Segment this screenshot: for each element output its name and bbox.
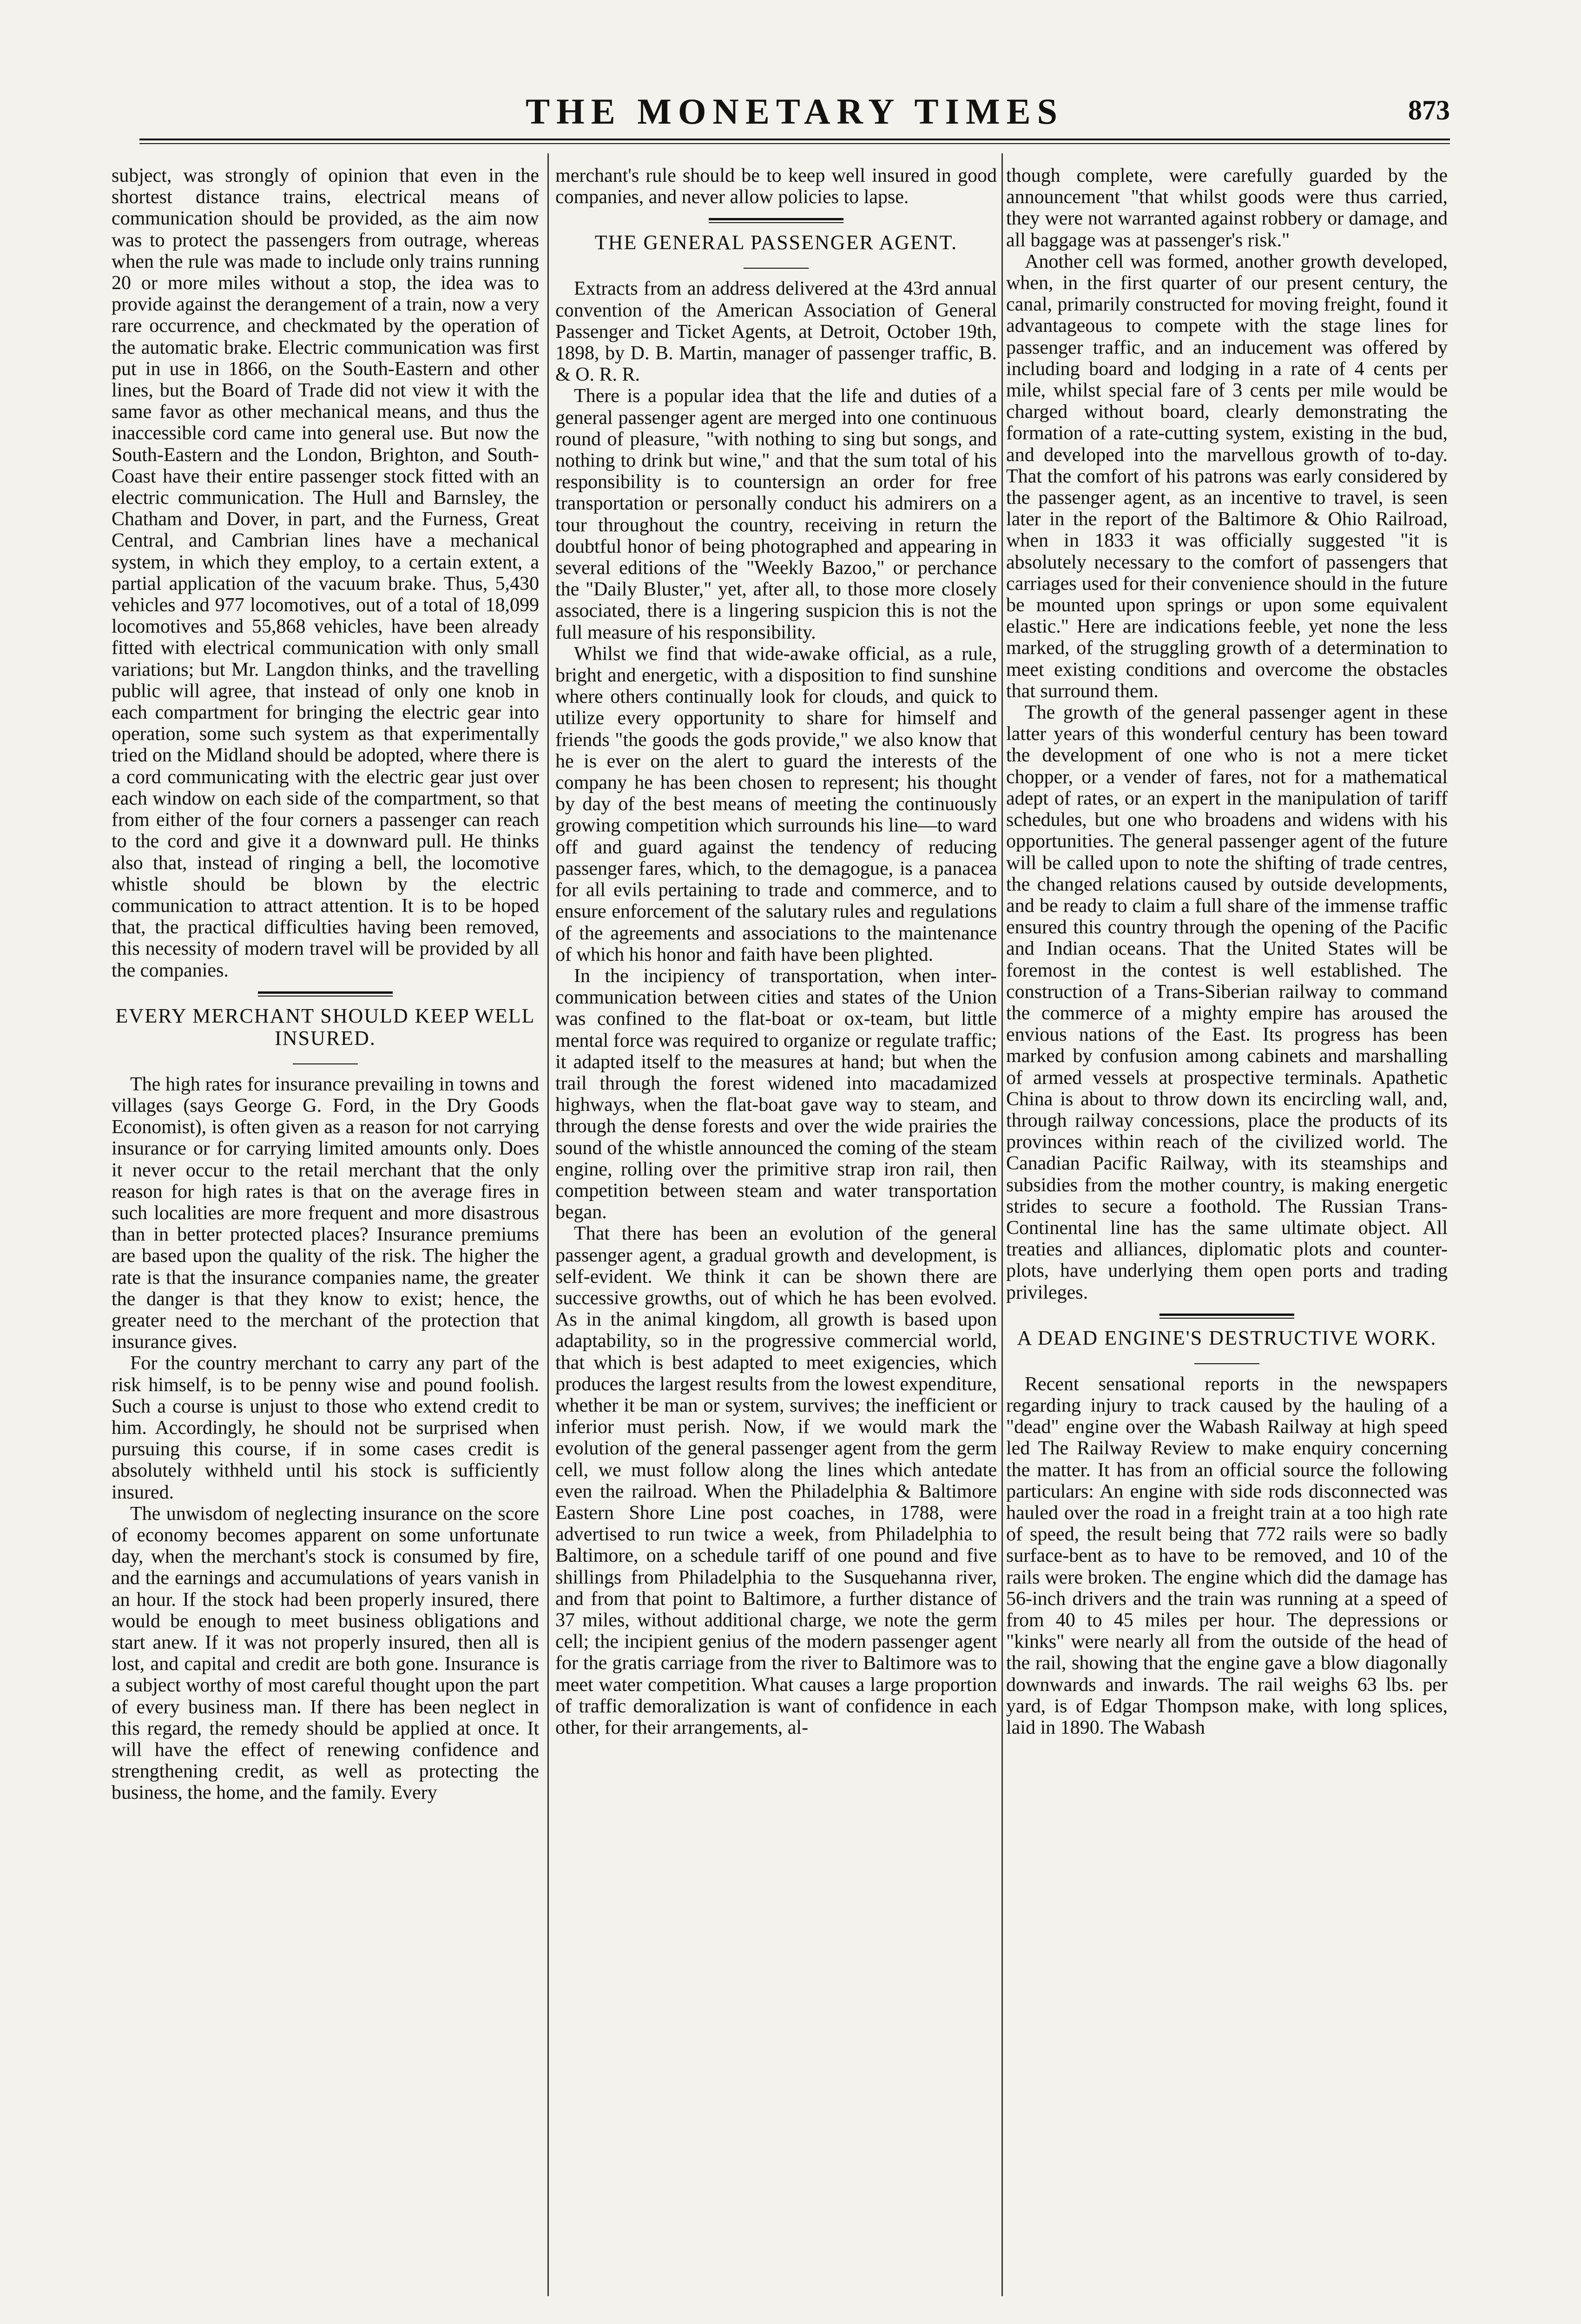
section-rule (293, 1063, 358, 1064)
header-rule (139, 139, 1450, 144)
article-heading: THE GENERAL PASSENGER AGENT. (594, 231, 958, 254)
masthead (139, 86, 1450, 142)
article-paragraph: Another cell was formed, another growth developed, when, in the first quarter of our present century, the canal, primarily constructed for moving freight, found it advantageous to compete with the stage lines for passenger traffic, and an inducement was offered by including board and lodging in a rate of 4 cents per mile, whilst special fare of 3 cents per mile would be charged without board, clearly demonstrating the formation of a rate-cutting system, existing in the bud, and developed into the marvellous growth of to-day. That the comfort of his patrons was early considered by the passenger agent, as an incentive to travel, is seen later in the report of the Baltimore & Ohio Railroad, when in 1833 it was officially suggested "it is absolutely necessary to the comfort of passengers that carriages used for their convenience should in the future be mounted upon springs or upon some equivalent elastic." Here are indications feeble, yet none the less marked, of the struggling growth of a determination to meet existing conditions and overcome the obstacles that surround them. (1006, 251, 1448, 702)
section-rule (258, 991, 393, 997)
section-rule (709, 218, 843, 223)
article-paragraph: Extracts from an address delivered at the 43rd annual convention of the American Association of General Passenger and Ticket Agents, at Detroit, October 19th, 1898, by D. B. Martin, manager of passenger traffic, B. & O. R. R. (555, 278, 997, 386)
section-rule (1194, 1363, 1259, 1364)
column-divider (1001, 153, 1003, 2296)
article-paragraph: Whilst we find that wide-awake official, as a rule, bright and energetic, with a disposition to find sunshine where others continually look for clouds, and quick to utilize every opportunity to share for himself and friends "the goods the gods provide," we also know that he is ever on the alert to guard the interests of the company he has been chosen to represent; his thought by day of the best means of meeting the continuously growing competition which surrounds his line—to ward off and guard against the tendency of reducing passenger fares, which, to the demagogue, is a panacea for all evils pertaining to trade and commerce, and to ensure enforcement of the salutary rules and regulations of the agreements and associations to the maintenance of which his honor and faith have been plighted. (555, 643, 997, 965)
article-heading: EVERY MERCHANT SHOULD KEEP WELL INSURED. (115, 1004, 535, 1050)
article-paragraph: though complete, were carefully guarded by the announcement "that whilst goods were thus carried, they were not warranted against robbery or damage, and all baggage was at passenger's risk." (1006, 165, 1448, 251)
article-paragraph: For the country merchant to carry any part of the risk himself, is to be penny wise and pound foolish. Such a course is unjust to those who extend credit to him. Accordingly, he should not be surprised when pursuing this course, if in some cases credit is absolutely withheld until his stock is sufficiently insured. (112, 1353, 539, 1503)
column-divider (547, 153, 549, 2296)
article-paragraph: That there has been an evolution of the general passenger agent, a gradual growth and development, is self-evident. We think it can be shown there are successive growths, out of which he has been evolved. As in the animal kingdom, all growth is based upon adaptability, so in the progressive commercial world, that which is best adapted to meet exigencies, which produces the largest results from the lowest expenditure, whether it be man or system, survives; the inefficient or inferior must perish. Now, if we would mark the evolution of the general passenger agent from the germ cell, we must follow along the lines which antedate even the railroad. When the Philadelphia & Baltimore Eastern Shore Line post coaches, in 1788, were advertised to run twice a week, from Philadelphia to Baltimore, on a schedule tariff of one pound and five shillings from Philadelphia to the Susquehanna river, and from that point to Baltimore, a further distance of 37 miles, without additional charge, we note the germ cell; the incipient genius of the modern passenger agent for the gratis carriage from the river to Baltimore was to meet water competition. What causes a large proportion of traffic demoralization is want of confidence in each other, for their arrangements, al- (555, 1223, 997, 1739)
page-number: 873 (1408, 95, 1450, 125)
article-paragraph: In the incipiency of transportation, when inter-communication between cities and states of the Union was confined to the flat-boat or ox-team, but little mental force was required to organize or regulate traffic; it adapted itself to the measures at hand; but when the trail through the forest widened into macadamized highways, when the flat-boat gave way to steam, and through the dense forests and over the wide prairies the sound of the whistle announced the coming of the steam engine, rolling over the primitive strap iron rail, then competition between steam and water transportation began. (555, 965, 997, 1223)
section-rule (1159, 1314, 1294, 1319)
column-3 (1006, 165, 1448, 2294)
publication-title: THE MONETARY TIMES (526, 91, 1064, 132)
article-paragraph: There is a popular idea that the life and duties of a general passenger agent are merged into one continuous round of pleasure, "with nothing to sing but songs, and nothing to drink but wine," and that the sum total of his responsibility is to countersign an order for free transportation or personally conduct his admirers on a tour throughout the country, receiving in return the doubtful honor of being photographed and appearing in several editions of the "Weekly Bazoo," or perchance the "Daily Bluster," yet, after all, to those more closely associated, there is a lingering suspicion this is not the full measure of his responsibility. (555, 385, 997, 643)
section-rule (744, 268, 809, 269)
article-paragraph: subject, was strongly of opinion that even in the shortest distance trains, electrical means of communication should be provided, as the aim now was to protect the passengers from outrage, whereas when the rule was made to include only trains running 20 or more miles without a stop, the idea was to provide against the derangement of a train, now a very rare occurrence, and checkmated by the operation of the automatic brake. Electric communication was first put in use in 1866, on the South-Eastern and other lines, but the Board of Trade did not view it with the same favor as other mechanical means, and thus the inaccessible cord came into general use. But now the South-Eastern and the London, Brighton, and South-Coast have their entire passenger stock fitted with an electric communication. The Hull and Barnsley, the Chatham and Dover, in part, and the Furness, Great Central, and Cambrian lines have a mechanical system, in which they employ, to a certain extent, a partial application of the vacuum brake. Thus, 5,430 vehicles and 977 locomotives, out of a total of 18,099 locomotives and 55,868 vehicles, have been already fitted with electrical communication with only small variations; but Mr. Langdon thinks, and the travelling public will agree, that instead of only one knob in each compartment for bringing the electric gear into operation, some such system as that experimentally tried on the Midland should be adopted, where there is a cord communicating with the electric gear just over each window on each side of the compartment, so that from either of the four corners a passenger can reach to the cord and give it a downward pull. He thinks also that, instead of ringing a bell, the locomotive whistle should be blown by the electric communication to attract attention. It is to be hoped that, the practical difficulties having been removed, this necessity of modern travel will be provided by all the companies. (112, 165, 539, 981)
article-paragraph: The unwisdom of neglecting insurance on the score of economy becomes apparent on some unfortunate day, when the merchant's stock is consumed by fire, and the earnings and accumulations of years vanish in an hour. If the stock had been properly insured, there would be enough to meet business obligations and start anew. If it was not properly insured, then all is lost, and capital and credit are both gone. Insurance is a subject worthy of most careful thought upon the part of every business man. If there has been neglect in this regard, the remedy should be applied at once. It will have the effect of renewing confidence and strengthening credit, as well as protecting the business, the home, and the family. Every (112, 1503, 539, 1804)
column-2 (555, 165, 997, 2294)
column-1 (112, 165, 539, 2294)
article-paragraph: The growth of the general passenger agent in these latter years of this wonderful century has been toward the development of one who is not a mere ticket chopper, or a vender of fares, not for a mathematical adept of rates, or an expert in the manipulation of tariff schedules, but one who broadens and widens with his opportunities. The general passenger agent of the future will be called upon to note the shifting of trade centres, the changed relations caused by outside developments, and be ready to claim a full share of the immense traffic ensured this country through the opening of the Pacific and Indian oceans. That the United States will be foremost in the contest is well established. The construction of a Trans-Siberian railway to command the commerce of a mighty empire has aroused the envious nations of the East. Its progress has been marked by confusion among cabinets and marshalling of armed vessels at prospective terminals. Apathetic China is about to throw down its encircling wall, and, through railway concessions, place the products of its provinces within reach of the civilized world. The Canadian Pacific Railway, with its steamships and subsidies from the mother country, is making energetic strides to secure a foothold. The Russian Trans-Continental line has the same ultimate object. All treaties and alliances, diplomatic plots and counter-plots, have underlying them open ports and trading privileges. (1006, 702, 1448, 1303)
article-paragraph: merchant's rule should be to keep well insured in good companies, and never allow policies to lapse. (555, 165, 997, 208)
article-paragraph: Recent sensational reports in the newspapers regarding injury to track caused by the hauling of a "dead" engine over the Wabash Railway at high speed led The Railway Review to make enquiry concerning the matter. It has from an official source the following particulars: An engine with side rods disconnected was hauled over the road in a freight train at a too high rate of speed, the result being that 772 rails were so badly surface-bent as to have to be removed, and 10 of the rails were broken. The engine which did the damage has 56-inch drivers and the train was running at a speed of from 40 to 45 miles per hour. The depressions or "kinks" were nearly all from the outside of the head of the rail, showing that the engine gave a blow diagonally downwards and inwards. The rail weighs 63 lbs. per yard, is of Edgar Thompson make, with long splices, laid in 1890. The Wabash (1006, 1373, 1448, 1739)
article-heading: A DEAD ENGINE'S DESTRUCTIVE WORK. (1017, 1326, 1437, 1349)
article-paragraph: The high rates for insurance prevailing in towns and villages (says George G. Ford, in the Dry Goods Economist), is often given as a reason for not carrying insurance or for carrying limited amounts only. Does it never occur to the retail merchant that the only reason for high rates is that on the average fires in such localities are more frequent and more disastrous than in better protected places? Insurance premiums are based upon the quality of the risk. The higher the rate is that the insurance companies name, the greater the danger is that they know to exist; hence, the greater need to the merchant of the protection that insurance gives. (112, 1073, 539, 1353)
